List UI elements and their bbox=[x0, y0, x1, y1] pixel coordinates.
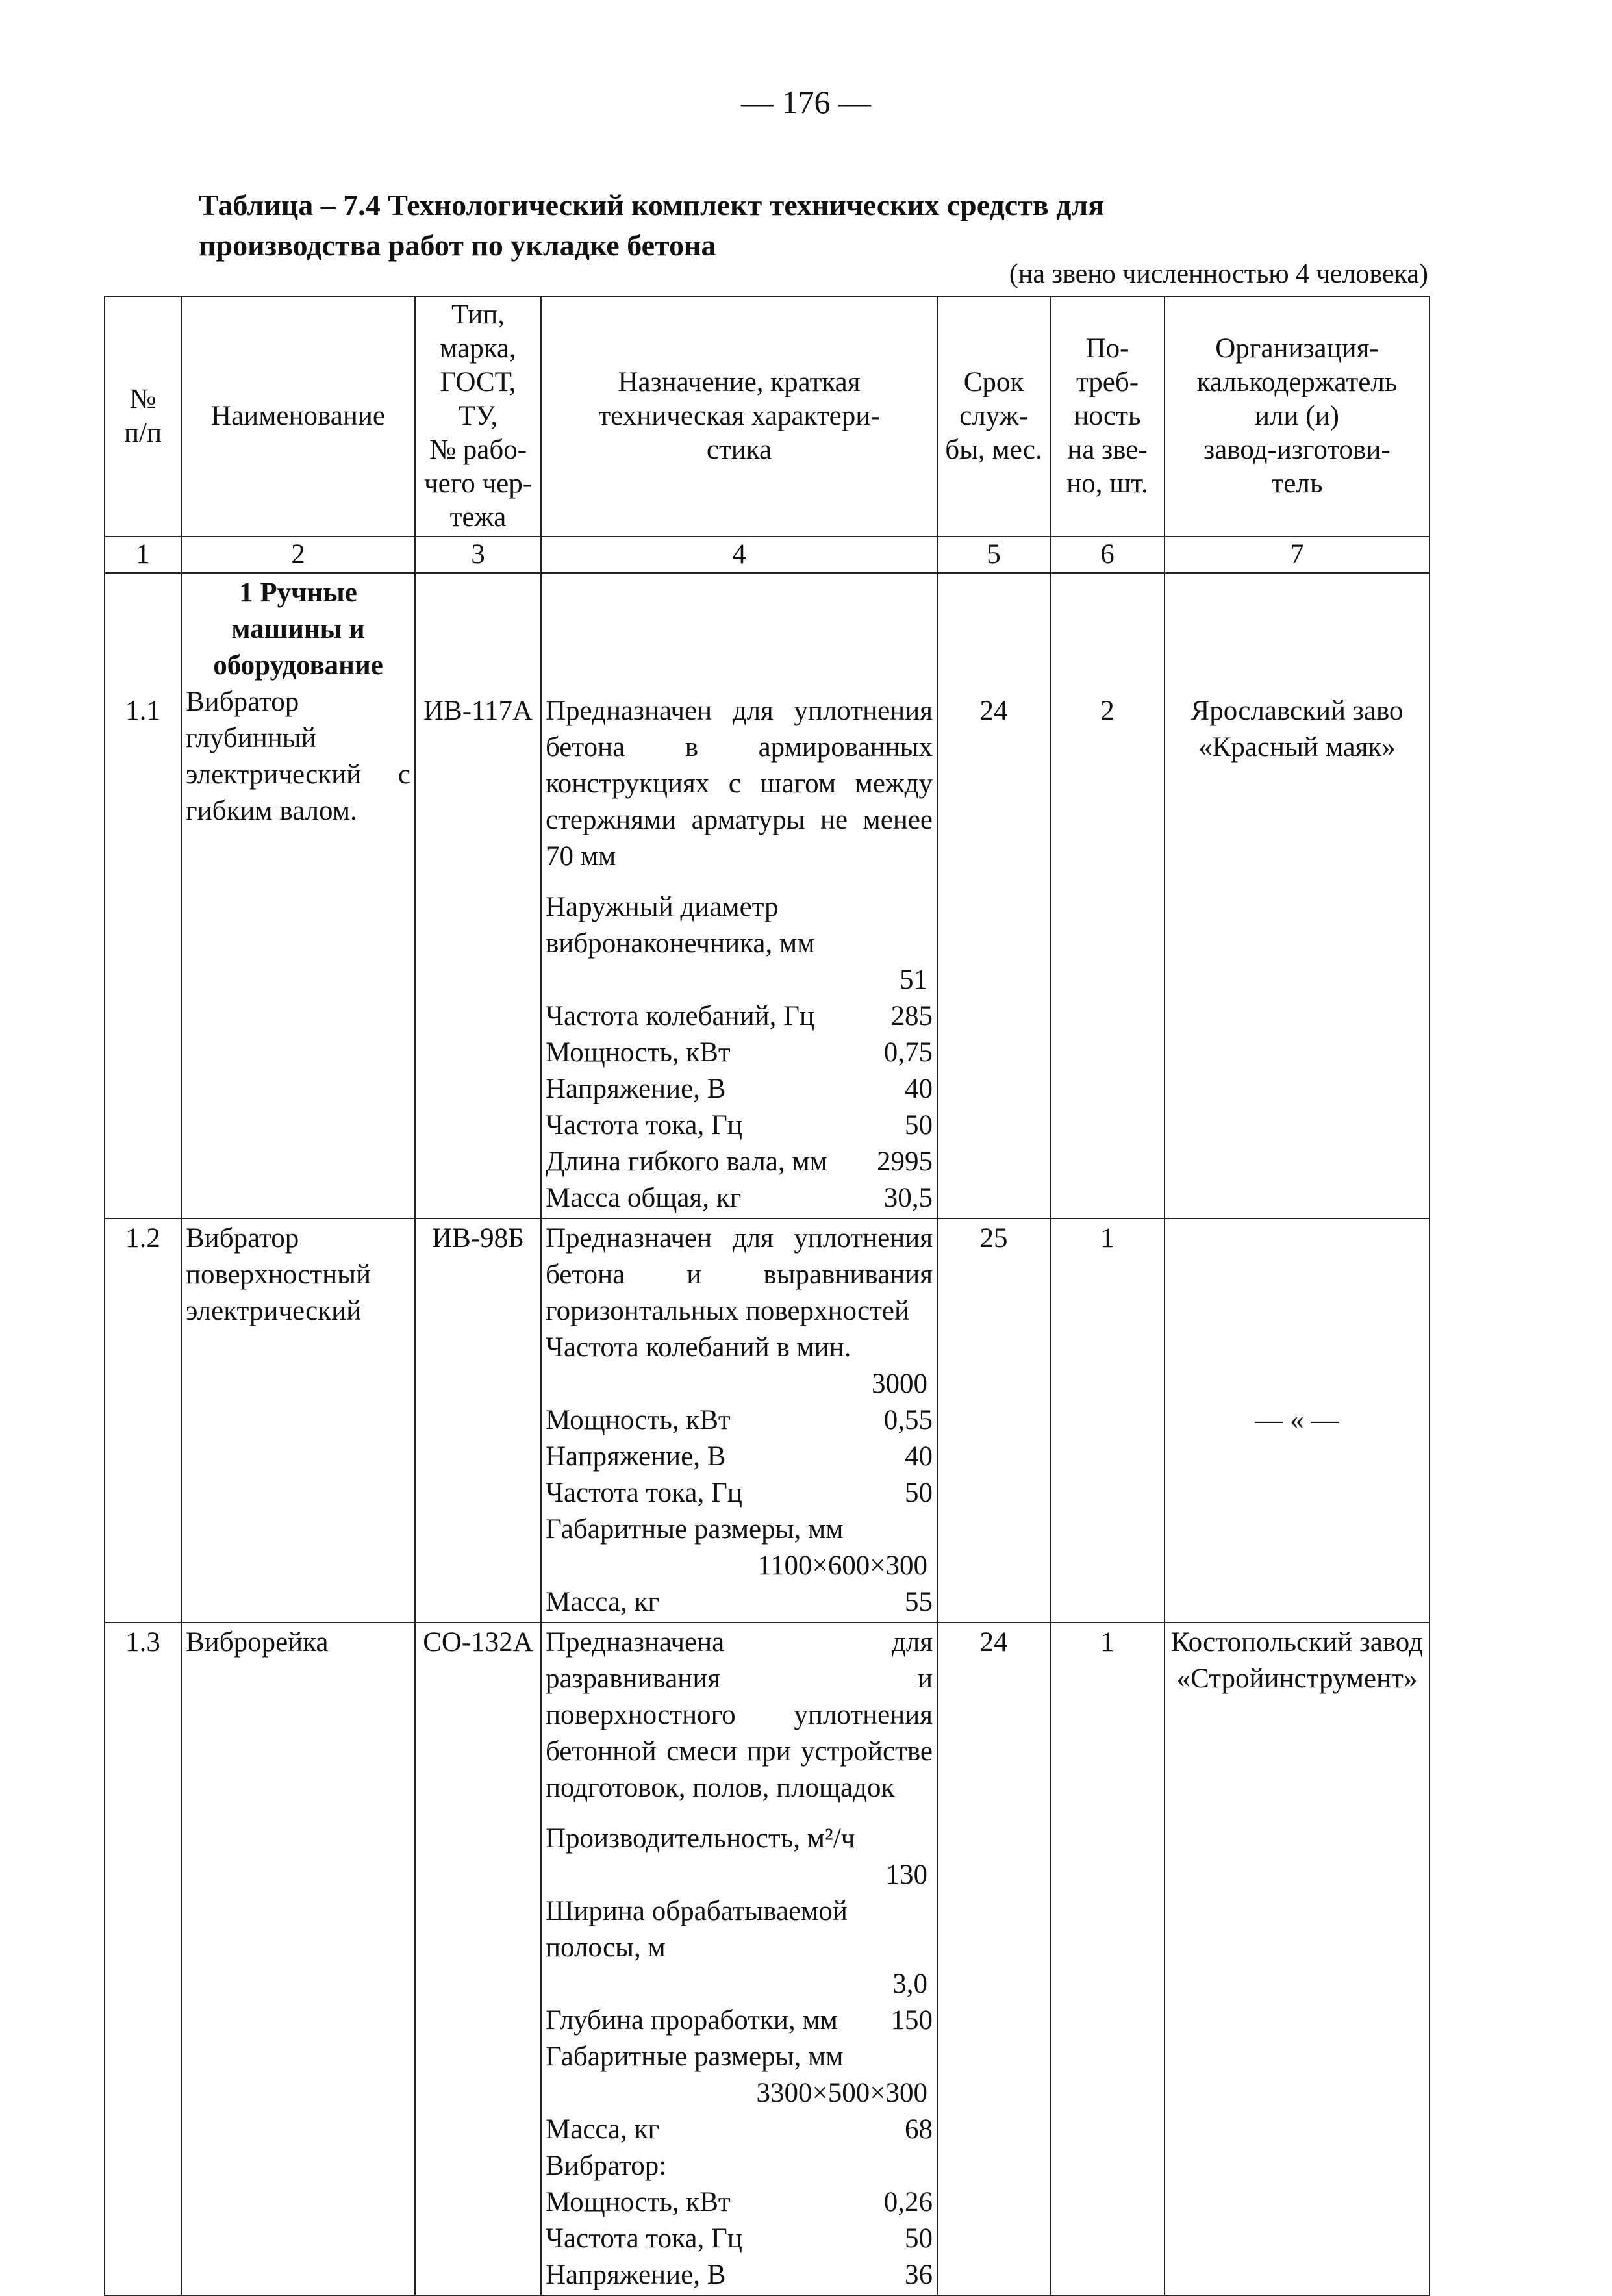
row-type: ИВ-98Б bbox=[415, 1218, 541, 1622]
row-purpose: Предназначен для уплотнения бетона и выравнивания горизонтальных поверхностей bbox=[546, 1223, 933, 1326]
row-number: 1.3 bbox=[105, 1622, 181, 2295]
header-type bbox=[415, 296, 541, 536]
spec-label: Ширина обрабатываемой полосы, м bbox=[546, 1896, 848, 1963]
spec-value: 0,55 bbox=[883, 1405, 933, 1435]
row-service-life: 24 bbox=[937, 573, 1050, 1218]
spec-label: Мощность, кВт bbox=[546, 2187, 731, 2217]
header-type-line: № рабо- bbox=[429, 435, 527, 465]
column-number: 3 bbox=[415, 536, 541, 573]
header-row bbox=[105, 296, 1429, 536]
column-number: 4 bbox=[541, 536, 937, 573]
header-type-line: ГОСТ, bbox=[440, 367, 516, 397]
spec-item bbox=[546, 2112, 933, 2148]
spec-label: Частота тока, Гц bbox=[546, 1110, 742, 1141]
caption-line-1: Таблица – 7.4 Технологический комплект технических средств для bbox=[199, 188, 1105, 221]
row-name: Вибратор глубинный электрический с гибким валом. bbox=[186, 687, 410, 826]
row-purpose: Предназначен для уплотнения бетона в армированных конструкциях с шагом между стержнями арматуры не менее 70 мм bbox=[546, 696, 933, 872]
header-org-line: калькодержатель bbox=[1196, 367, 1398, 397]
table-row bbox=[105, 573, 1429, 1218]
row-need: 1 bbox=[1050, 1218, 1165, 1622]
header-org-line: или (и) bbox=[1255, 401, 1339, 431]
team-size-note: (на звено численностью 4 человека) bbox=[1009, 259, 1428, 289]
spec-item bbox=[546, 1584, 933, 1621]
column-number: 2 bbox=[181, 536, 415, 573]
spec-label: Глубина проработки, мм bbox=[546, 2005, 838, 2036]
spec-value: 130 bbox=[885, 1860, 927, 1890]
spec-list bbox=[546, 889, 933, 1217]
header-service-line: Срок bbox=[963, 367, 1024, 397]
row-purpose-cell bbox=[541, 1622, 937, 2295]
row-name-cell bbox=[181, 573, 415, 1218]
spec-item bbox=[546, 1107, 933, 1144]
spec-item bbox=[546, 2002, 933, 2039]
spec-value: 55 bbox=[905, 1587, 933, 1617]
header-need-line: на зве- bbox=[1067, 435, 1148, 465]
header-org-line: Организация- bbox=[1215, 333, 1379, 364]
table-caption bbox=[199, 185, 1433, 266]
row-purpose: Предназначена для разравнивания и поверхностного уплотнения бетонной смеси при устройстве подготовок, полов, площадок bbox=[546, 1627, 933, 1803]
header-service-line: служ- bbox=[959, 401, 1028, 431]
spec-item bbox=[546, 1180, 933, 1217]
equipment-table bbox=[104, 296, 1430, 2296]
header-need-line: ность bbox=[1074, 401, 1141, 431]
row-service-life: 25 bbox=[937, 1218, 1050, 1622]
column-number: 7 bbox=[1165, 536, 1429, 573]
row-type: ИВ-117А bbox=[415, 573, 541, 1218]
spec-value: 68 bbox=[905, 2114, 933, 2145]
row-organization: Костопольский завод «Стройинструмент» bbox=[1165, 1622, 1429, 2295]
spec-label: Масса общая, кг bbox=[546, 1183, 742, 1213]
header-num-line: п/п bbox=[124, 418, 162, 448]
spec-value: 0,75 bbox=[883, 1037, 933, 1068]
spec-item bbox=[546, 1071, 933, 1107]
row-need: 1 bbox=[1050, 1622, 1165, 2295]
spec-value: 51 bbox=[900, 965, 927, 995]
spec-item bbox=[546, 2257, 933, 2293]
row-name: Виброрейка bbox=[181, 1622, 415, 2295]
spec-value: 36 bbox=[905, 2260, 933, 2290]
header-organization bbox=[1165, 296, 1429, 536]
spec-value: 40 bbox=[905, 1441, 933, 1472]
header-org-line: завод-изготови- bbox=[1203, 435, 1391, 465]
spec-item bbox=[546, 1475, 933, 1511]
spec-value: 0,26 bbox=[883, 2187, 933, 2217]
header-type-line: чего чер- bbox=[423, 468, 533, 499]
header-type-line: марка, bbox=[440, 333, 516, 364]
spec-label: Масса, кг bbox=[546, 2114, 660, 2145]
column-number: 6 bbox=[1050, 536, 1165, 573]
spec-value: 3,0 bbox=[892, 1969, 927, 1999]
spec-label: Частота колебаний, Гц bbox=[546, 1001, 814, 1031]
spec-value: 40 bbox=[905, 1074, 933, 1104]
row-organization: Ярославский заво «Красный маяк» bbox=[1165, 573, 1429, 1218]
table-row bbox=[105, 1622, 1429, 2295]
spec-value: 3300×500×300 bbox=[756, 2078, 927, 2108]
spec-value: 150 bbox=[890, 2005, 933, 2036]
header-purpose-line: стика bbox=[706, 435, 772, 465]
header-type-line: ТУ, bbox=[458, 401, 498, 431]
spec-label: Наружный диаметр вибронаконечника, мм bbox=[546, 892, 815, 959]
section-title: 1 Ручные машины и оборудование bbox=[213, 577, 383, 681]
spec-value: 1100×600×300 bbox=[757, 1550, 927, 1581]
spec-label: Мощность, кВт bbox=[546, 1405, 731, 1435]
header-type-line: Тип, bbox=[451, 299, 505, 330]
spec-value: 50 bbox=[905, 1110, 933, 1141]
column-number: 1 bbox=[105, 536, 181, 573]
header-purpose-line: Назначение, краткая bbox=[618, 367, 861, 397]
header-purpose bbox=[541, 296, 937, 536]
spec-value: 50 bbox=[905, 2223, 933, 2254]
spec-item bbox=[546, 2221, 933, 2257]
caption-line-2: производства работ по укладке бетона bbox=[199, 229, 716, 262]
header-need-line: По- bbox=[1085, 333, 1129, 364]
column-number-row bbox=[105, 536, 1429, 573]
row-organization: — « — bbox=[1165, 1218, 1429, 1622]
page-number: — 176 — bbox=[741, 84, 871, 120]
row-need: 2 bbox=[1050, 573, 1165, 1218]
header-need-line: но, шт. bbox=[1066, 468, 1148, 499]
spec-item bbox=[546, 1144, 933, 1180]
header-need-line: треб- bbox=[1076, 367, 1139, 397]
row-number: 1.2 bbox=[105, 1218, 181, 1622]
spec-label: Напряжение, В bbox=[546, 1441, 726, 1472]
spec-value: 30,5 bbox=[883, 1183, 933, 1213]
row-purpose-cell bbox=[541, 573, 937, 1218]
spec-value: 50 bbox=[905, 1478, 933, 1508]
spec-item bbox=[546, 1035, 933, 1071]
row-name: Вибратор поверхностный электрический bbox=[181, 1218, 415, 1622]
row-number: 1.1 bbox=[105, 573, 181, 1218]
spec-item bbox=[546, 1439, 933, 1475]
spec-label: Габаритные размеры, мм bbox=[546, 1514, 844, 1545]
spec-label: Напряжение, В bbox=[546, 2260, 726, 2290]
spec-label: Частота тока, Гц bbox=[546, 1478, 742, 1508]
header-service-line: бы, мес. bbox=[945, 435, 1042, 465]
header-org-line: тель bbox=[1271, 468, 1323, 499]
spec-item bbox=[546, 2184, 933, 2221]
spec-label: Частота тока, Гц bbox=[546, 2223, 742, 2254]
header-num-line: № bbox=[129, 384, 157, 414]
header-name: Наименование bbox=[181, 296, 415, 536]
spec-list bbox=[546, 1821, 933, 2293]
header-type-line: тежа bbox=[449, 502, 507, 533]
row-purpose-cell bbox=[541, 1218, 937, 1622]
row-type: СО-132А bbox=[415, 1622, 541, 2295]
spec-label: Габаритные размеры, мм bbox=[546, 2041, 844, 2072]
spec-value: 285 bbox=[890, 1001, 933, 1031]
spec-item bbox=[546, 998, 933, 1035]
spec-value: 3000 bbox=[872, 1369, 927, 1399]
header-service-life bbox=[937, 296, 1050, 536]
spec-item bbox=[546, 1402, 933, 1439]
spec-list bbox=[546, 1330, 933, 1621]
spec-label: Мощность, кВт bbox=[546, 1037, 731, 1068]
spec-label: Производительность, м²/ч bbox=[546, 1823, 855, 1854]
spec-value: 2995 bbox=[877, 1146, 933, 1177]
table-row bbox=[105, 1218, 1429, 1622]
spec-label: Вибратор: bbox=[546, 2151, 667, 2181]
header-num bbox=[105, 296, 181, 536]
spec-label: Масса, кг bbox=[546, 1587, 660, 1617]
spec-item bbox=[546, 2148, 933, 2184]
spec-label: Частота колебаний в мин. bbox=[546, 1332, 851, 1363]
header-need bbox=[1050, 296, 1165, 536]
spec-label: Напряжение, В bbox=[546, 1074, 726, 1104]
column-number: 5 bbox=[937, 536, 1050, 573]
spec-label: Длина гибкого вала, мм bbox=[546, 1146, 827, 1177]
row-service-life: 24 bbox=[937, 1622, 1050, 2295]
header-purpose-line: техническая характери- bbox=[598, 401, 880, 431]
